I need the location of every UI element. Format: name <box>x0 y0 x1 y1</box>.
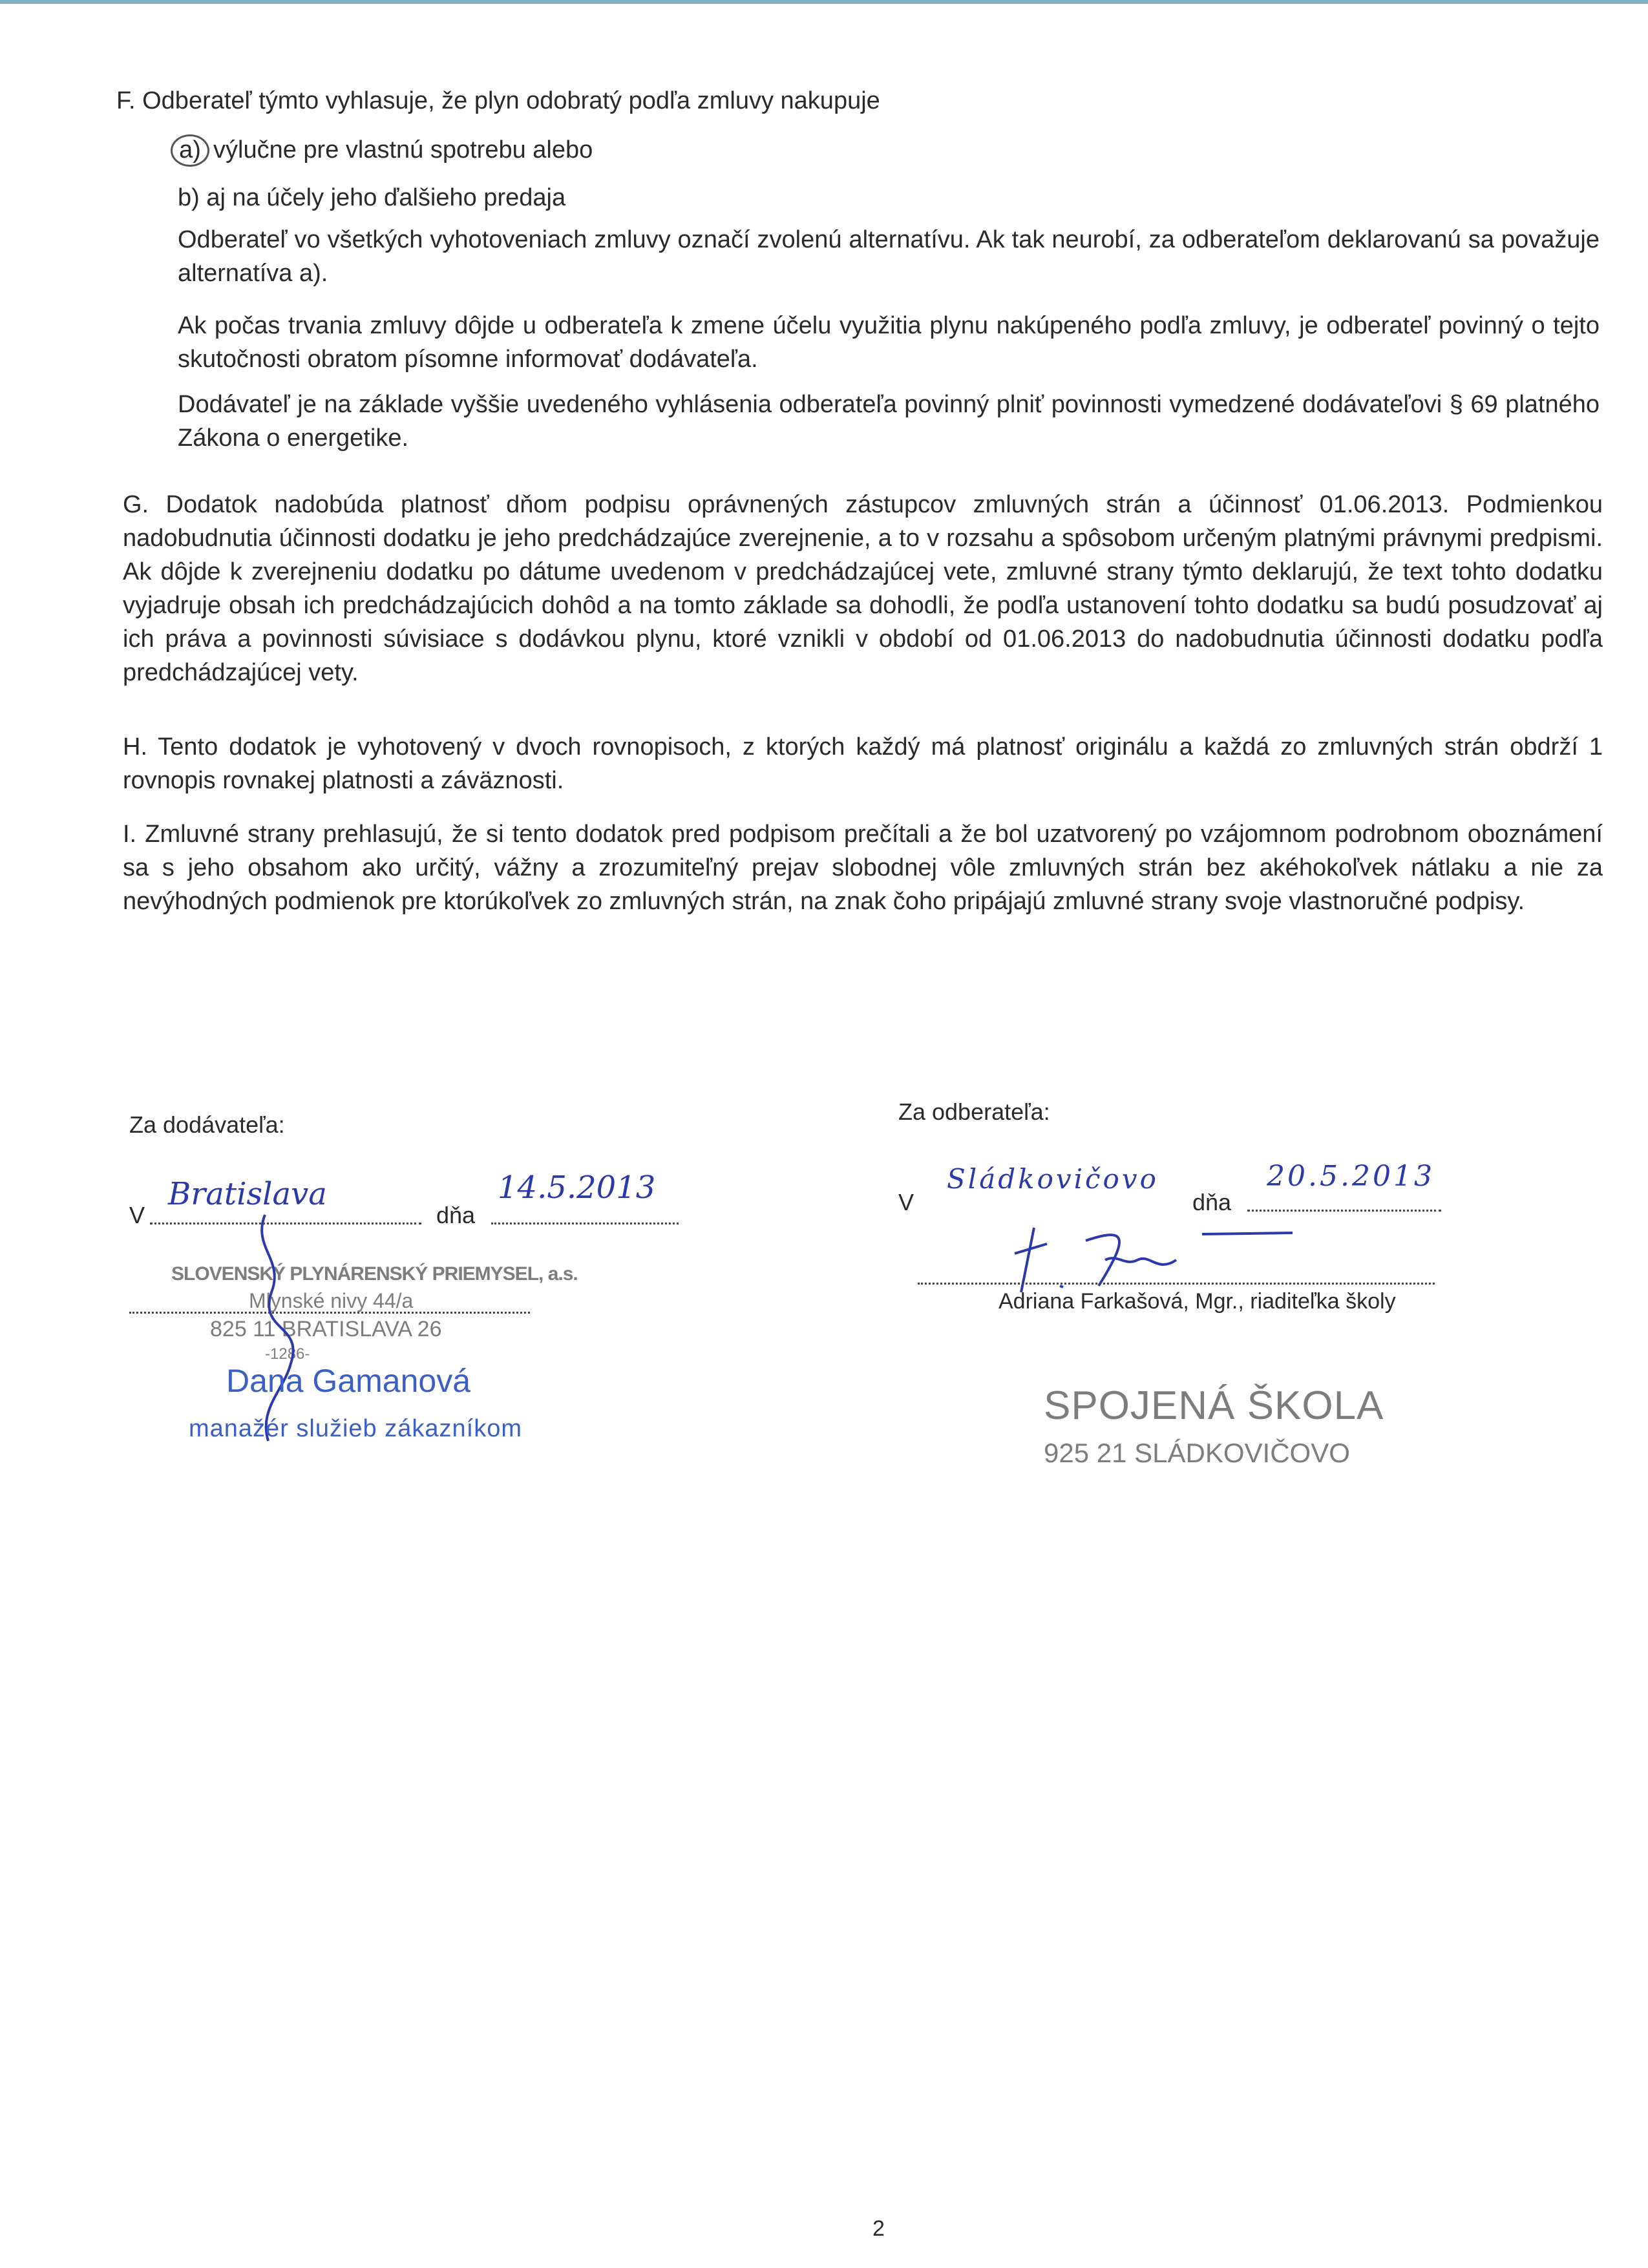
supplier-place-handwritten: Bratislava <box>168 1176 327 1212</box>
supplier-date-prefix: dňa <box>436 1202 476 1228</box>
scan-edge-line <box>0 0 1648 4</box>
supplier-stamp-role: manažér služieb zákazníkom <box>189 1415 522 1442</box>
customer-signature-line <box>918 1283 1435 1285</box>
section-f-paragraph-2: Ak počas trvania zmluvy dôjde u odberateľa k zmene účelu využitia plynu nakúpeného podľa zmluvy, je odberateľ povinný o tejto skutočnosti obratom písomne informovať dodávateľa. <box>178 312 1600 373</box>
section-f-option-b: b) aj na účely jeho ďalšieho predaja <box>178 184 566 211</box>
supplier-place-prefix: V <box>129 1202 145 1228</box>
option-a-text: výlučne pre vlastnú spotrebu alebo <box>213 136 593 163</box>
section-h: H. Tento dodatok je vyhotovený v dvoch rovnopisoch, z ktorých každý má platnosť originálu a každá zo zmluvných strán obdrží 1 rovnopis rovnakej platnosti a záväznosti. <box>123 733 1603 794</box>
section-i: I. Zmluvné strany prehlasujú, že si tento dodatok pred podpisom prečítali a že bol uzatvorený po vzájomnom podrobnom oboznámení sa s jeho obsahom ako určitý, vážny a zrozumiteľný prejav slobodnej vôle zmluvných strán bez akéhokoľvek nátlaku a nie za nevýhodných podmienok pre ktorúkoľvek zo zmluvných strán, na znak čoho pripájajú zmluvné strany svoje vlastnoručné podpisy. <box>123 821 1603 915</box>
supplier-stamp-city: 825 11 BRATISLAVA 26 <box>210 1317 442 1341</box>
customer-stamp-school: SPOJENÁ ŠKOLA <box>1044 1383 1384 1428</box>
customer-signatory: Adriana Farkašová, Mgr., riaditeľka školy <box>998 1289 1396 1314</box>
customer-stamp-address: 925 21 SLÁDKOVIČOVO <box>1044 1438 1350 1468</box>
customer-date-line <box>1247 1210 1441 1212</box>
section-g: G. Dodatok nadobúda platnosť dňom podpisu oprávnených zástupcov zmluvných strán a účinnosť 01.06.2013. Podmienkou nadobudnutia účinnosti dodatku je jeho predchádzajúce zverejnenie, a to v rozsahu a spôsobom určeným platnými právnymi predpismi. Ak dôjde k zverejneniu dodatku po dátume uvedenom v predchádzajúcej vete, zmluvné strany týmto deklarujú, že text tohto dodatku vyjadruje obsah ich predchádzajúcich dohôd a na tomto základe sa dohodli, že podľa ustanovení tohto dodatku sa budú posudzovať aj ich práva a povinnosti súvisiace s dodávkou plynu, ktoré vznikli v období od 01.06.2013 do nadobudnutia účinnosti dodatku podľa predchádzajúcej vety. <box>123 491 1603 686</box>
supplier-stamp-number: -1286- <box>265 1345 310 1363</box>
customer-date-prefix: dňa <box>1192 1189 1232 1215</box>
supplier-label: Za dodávateľa: <box>129 1111 285 1138</box>
supplier-date-handwritten: 14.5.2013 <box>498 1170 656 1206</box>
customer-date-handwritten: 20.5.2013 <box>1267 1160 1435 1193</box>
customer-place-handwritten: Sládkovičovo <box>947 1163 1159 1195</box>
section-f-paragraph-1: Odberateľ vo všetkých vyhotoveniach zmluvy označí zvolenú alternatívu. Ak tak neurobí, za odberateľom deklarovanú sa považuje alternatíva a). <box>178 226 1600 287</box>
selected-option-circle: a) <box>171 134 209 167</box>
section-f-paragraph-3: Dodávateľ je na základe vyššie uvedeného vyhlásenia odberateľa povinný plniť povinnosti vymedzené dodávateľovi § 69 platného Zákona o energetike. <box>178 391 1600 452</box>
supplier-stamp-company: SLOVENSKÝ PLYNÁRENSKÝ PRIEMYSEL, a.s. <box>171 1263 578 1285</box>
customer-label: Za odberateľa: <box>898 1098 1050 1125</box>
supplier-date-line <box>491 1223 679 1224</box>
section-f-intro: F. Odberateľ týmto vyhlasuje, že plyn odobratý podľa zmluvy nakupuje <box>116 87 880 114</box>
section-f-option-a <box>174 133 593 167</box>
page-number: 2 <box>872 2216 885 2241</box>
supplier-stamp-street: Mlynské nivy 44/a <box>249 1289 414 1312</box>
supplier-stamp-name: Dana Gamanová <box>226 1363 471 1399</box>
customer-place-prefix: V <box>898 1189 914 1215</box>
